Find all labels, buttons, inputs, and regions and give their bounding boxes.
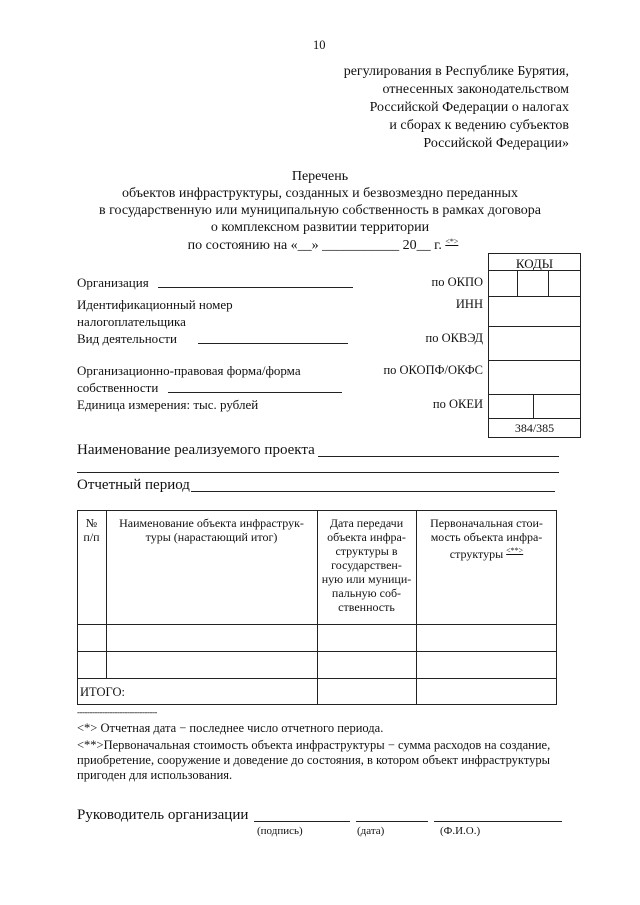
- col-number-line-2: п/п: [83, 530, 100, 544]
- okopf-label: по ОКОПФ/ОКФС: [383, 363, 483, 377]
- footnote-separator: --------------------------------: [77, 707, 157, 717]
- codes-divider: [533, 394, 534, 418]
- codes-divider: [517, 270, 518, 296]
- col-name-line-2: туры (нарастающий итог): [145, 530, 278, 544]
- okei-value: 384/385: [514, 421, 555, 435]
- name-caption: (Ф.И.О.): [440, 825, 481, 837]
- header-line-3: Российской Федерации о налогах: [369, 100, 569, 115]
- col-cost-line-1: Первоначальная стои-: [430, 516, 543, 530]
- col-name-line-1: Наименование объекта инфраструк-: [119, 516, 304, 530]
- header-line-2: отнесенных законодательством: [382, 82, 569, 97]
- col-date-line-6: пальную соб-: [331, 586, 402, 600]
- codes-divider: [488, 418, 581, 419]
- inn-label-line-1: Идентификационный номер: [77, 297, 233, 312]
- col-date-line-7: ственность: [338, 600, 395, 614]
- document-title: Перечень: [291, 169, 349, 184]
- codes-divider: [488, 270, 581, 271]
- inn-label-line-2: налогоплательщика: [77, 314, 186, 329]
- signature-field[interactable]: [254, 821, 350, 822]
- footnote-2-line-2: приобретение, сооружение и доведение до состояния, в котором объект инфраструктуры: [77, 753, 551, 767]
- col-date-line-2: объекта инфра-: [327, 530, 406, 544]
- codes-box: [488, 253, 581, 438]
- project-name-label: Наименование реализуемого проекта: [77, 442, 315, 458]
- signature-caption: (подпись): [257, 825, 303, 837]
- legal-form-label-line-2: собственности: [77, 380, 159, 395]
- project-name-field[interactable]: [318, 456, 559, 457]
- col-date-line-3: структуры в: [335, 544, 398, 558]
- col-name-header: [106, 516, 317, 544]
- inn-code-label: ИНН: [455, 297, 483, 311]
- okei-label: по ОКЕИ: [432, 397, 483, 411]
- date-text: по состоянию на «__» ___________ 20__ г.: [187, 238, 442, 253]
- activity-label: Вид деятельности: [77, 331, 177, 346]
- codes-divider: [488, 394, 581, 395]
- col-date-line-5: ную или муници-: [321, 572, 412, 586]
- total-label: ИТОГО:: [80, 685, 125, 699]
- legal-form-field[interactable]: [168, 392, 342, 393]
- header-line-4: и сборах к ведению субъектов: [389, 118, 569, 133]
- col-cost-line-3-text: структуры: [449, 547, 504, 561]
- signature-date-field[interactable]: [356, 821, 428, 822]
- title-line-4: о комплексном развитии территории: [210, 220, 430, 235]
- date-caption: (дата): [357, 825, 385, 837]
- col-number-header: [77, 516, 106, 544]
- col-date-line-4: государствен-: [331, 558, 402, 572]
- col-cost-line-2: мость объекта инфра-: [430, 530, 543, 544]
- signature-label: Руководитель организации: [77, 807, 249, 823]
- title-line-2: объектов инфраструктуры, созданных и безвозмездно переданных: [122, 186, 518, 201]
- codes-divider: [488, 296, 581, 297]
- project-name-field-line-2[interactable]: [77, 472, 559, 473]
- header-line-5: Российской Федерации»: [423, 136, 569, 151]
- footnote-2-line-1: <**>Первоначальная стоимость объекта инфраструктуры − сумма расходов на создание,: [77, 738, 551, 752]
- period-label: Отчетный период: [77, 477, 190, 493]
- col-cost-header: [416, 516, 557, 561]
- organization-field[interactable]: [158, 287, 353, 288]
- unit-label: Единица измерения: тыс. рублей: [77, 397, 259, 412]
- cost-footnote-ref: <**>: [506, 546, 524, 555]
- footnote-1: <*> Отчетная дата − последнее число отчетного периода.: [77, 721, 384, 735]
- table-divider: [77, 678, 557, 679]
- codes-divider: [548, 270, 549, 296]
- footnote-2-line-3: пригоден для использования.: [77, 768, 233, 782]
- table-divider: [77, 651, 557, 652]
- codes-header: КОДЫ: [515, 256, 554, 271]
- codes-divider: [488, 326, 581, 327]
- codes-divider: [488, 360, 581, 361]
- legal-form-label-line-1: Организационно-правовая форма/форма: [77, 363, 301, 378]
- header-line-1: регулирования в Республике Бурятия,: [343, 64, 569, 79]
- activity-field[interactable]: [198, 343, 348, 344]
- date-footnote-ref: <*>: [445, 237, 459, 246]
- organization-label: Организация: [77, 275, 149, 290]
- col-date-line-1: Дата передачи: [329, 516, 404, 530]
- col-number-line-1: №: [85, 516, 98, 530]
- col-cost-line-3: [416, 544, 557, 561]
- okpo-label: по ОКПО: [431, 275, 483, 289]
- title-line-3: в государственную или муниципальную собственность в рамках договора: [99, 203, 541, 218]
- col-date-header: [317, 516, 416, 614]
- date-line: [0, 238, 640, 253]
- signature-name-field[interactable]: [434, 821, 562, 822]
- page-number: 10: [313, 38, 326, 52]
- okved-label: по ОКВЭД: [425, 331, 483, 345]
- table-divider: [77, 624, 557, 625]
- period-field[interactable]: [191, 491, 555, 492]
